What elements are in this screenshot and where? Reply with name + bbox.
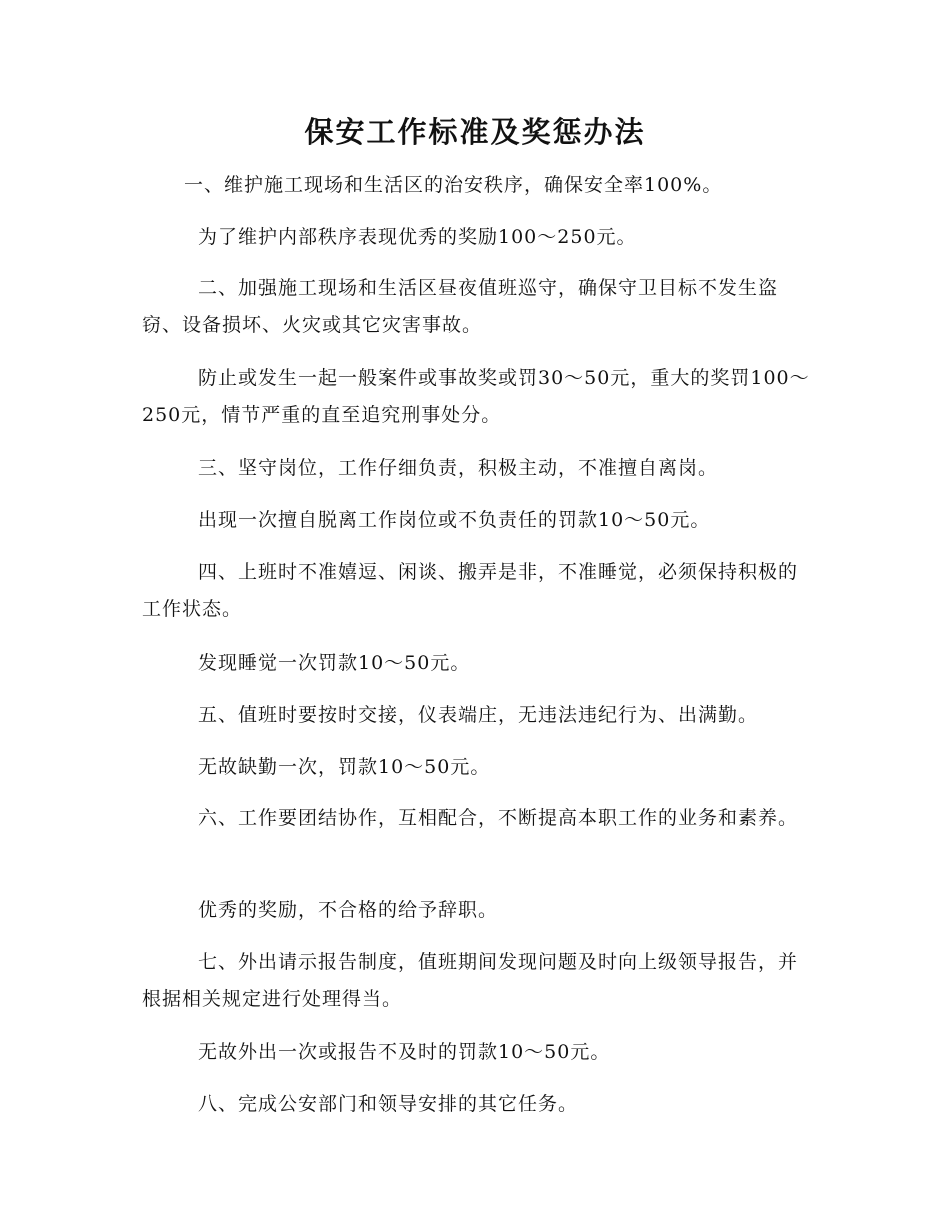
paragraph-13: 七、外出请示报告制度，值班期间发现问题及时向上级领导报告，并根据相关规定进行处理得当。 bbox=[142, 951, 799, 1010]
paragraph-10: 无故缺勤一次，罚款10～50元。 bbox=[198, 756, 491, 778]
paragraph-2: 为了维护内部秩序表现优秀的奖励100～250元。 bbox=[198, 226, 637, 248]
paragraph-15: 八、完成公安部门和领导安排的其它任务。 bbox=[198, 1093, 579, 1115]
paragraph-11: 六、工作要团结协作，互相配合，不断提高本职工作的业务和素养。 bbox=[198, 807, 799, 829]
document-title: 保安工作标准及奖惩办法 bbox=[304, 115, 646, 149]
paragraph-1: 一、维护施工现场和生活区的治安秩序，确保安全率100%。 bbox=[184, 174, 723, 196]
paragraph-3: 二、加强施工现场和生活区昼夜值班巡守，确保守卫目标不发生盗窃、设备损坏、火灾或其它灾害事故。 bbox=[142, 277, 779, 336]
paragraph-7: 四、上班时不准嬉逗、闲谈、搬弄是非，不准睡觉，必须保持积极的工作状态。 bbox=[142, 561, 799, 620]
paragraph-12: 优秀的奖励，不合格的给予辞职。 bbox=[198, 899, 499, 921]
paragraph-14: 无故外出一次或报告不及时的罚款10～50元。 bbox=[198, 1041, 611, 1063]
paragraph-5: 三、坚守岗位，工作仔细负责，积极主动，不准擅自离岗。 bbox=[198, 457, 719, 479]
paragraph-8: 发现睡觉一次罚款10～50元。 bbox=[198, 652, 471, 674]
paragraph-6: 出现一次擅自脱离工作岗位或不负责任的罚款10～50元。 bbox=[198, 509, 711, 531]
paragraph-4: 防止或发生一起一般案件或事故奖或罚30～50元，重大的奖罚100～250元，情节严重的直至追究刑事处分。 bbox=[142, 367, 810, 426]
paragraph-9: 五、值班时要按时交接，仪表端庄，无违法违纪行为、出满勤。 bbox=[198, 704, 759, 726]
